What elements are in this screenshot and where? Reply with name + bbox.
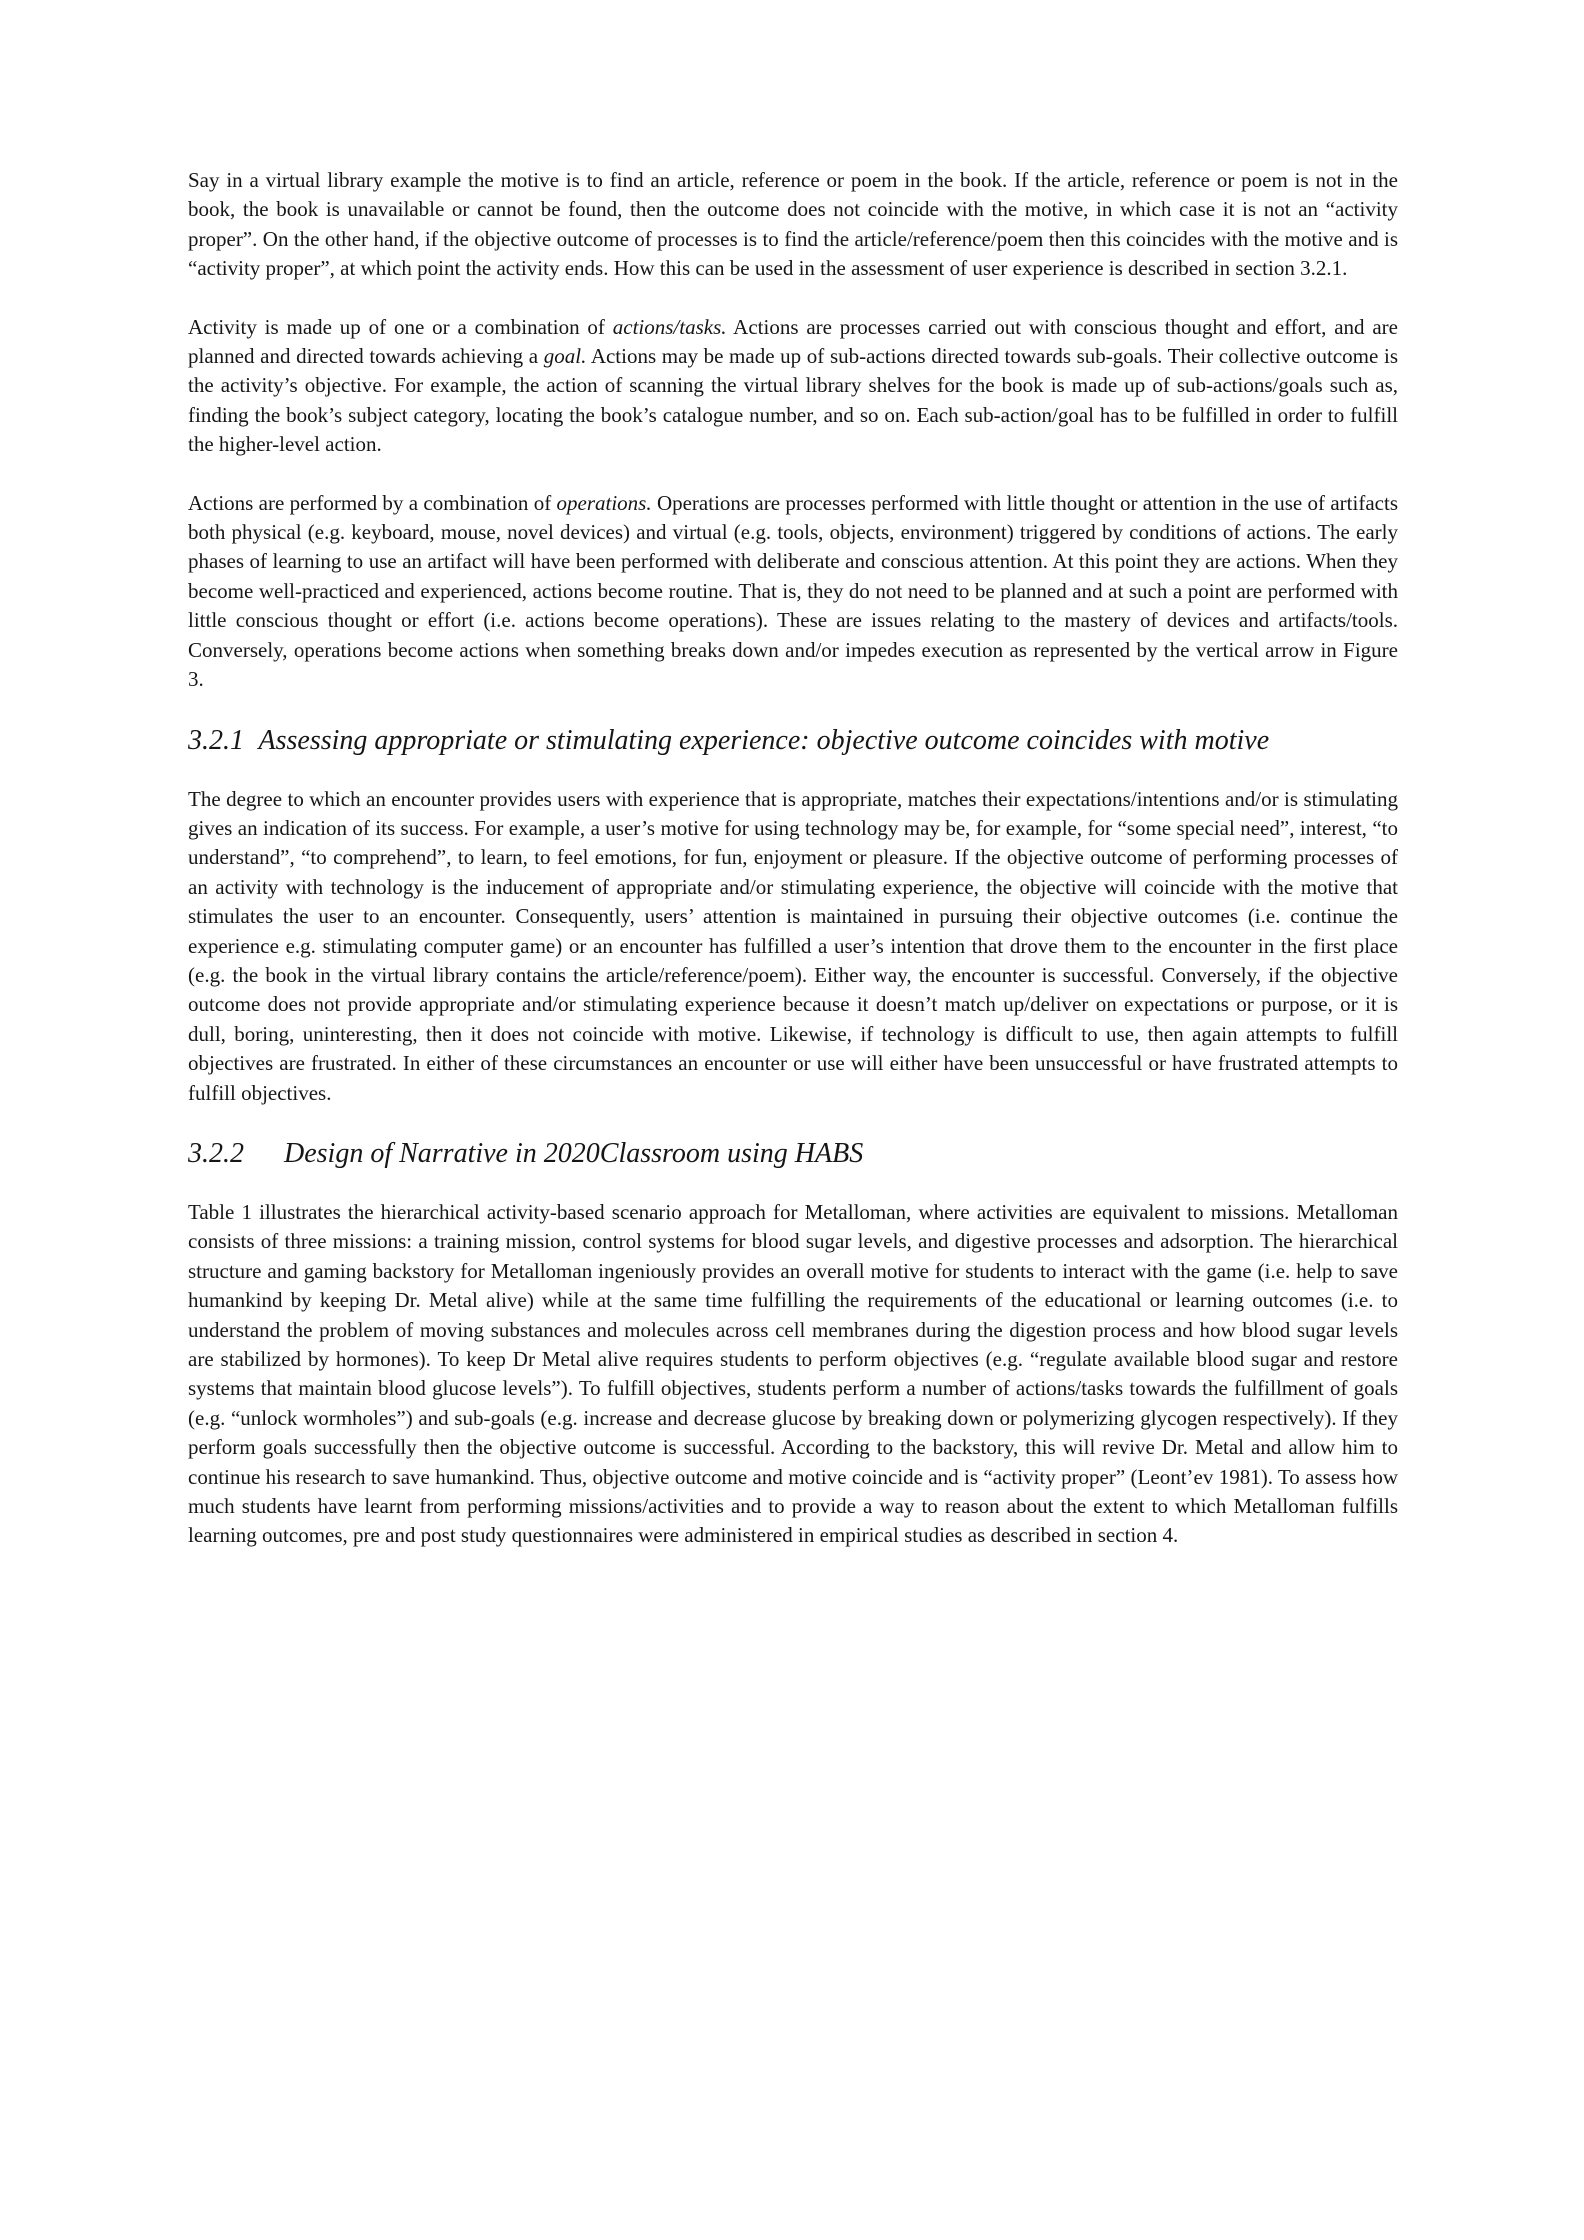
section-title: Assessing appropriate or stimulating experience: objective outcome coincides with motive [258,724,1270,756]
intro-paragraphs [188,166,1398,695]
text-run: Actions are performed by a combination of [188,490,557,515]
body-paragraph [188,489,1398,695]
italic-term: operations. [556,490,652,515]
section-3-2-1-paragraph: The degree to which an encounter provides users with experience that is appropriate, matches their expectations/intentions and/or is stimulating gives an indication of its success. For example, a user’s motive for using technology may be, for example, for “some special need”, interest, “to understand”, “to comprehend”, to learn, to feel emotions, for fun, enjoyment or pleasure. If the objective outcome of performing processes of an activity with technology is the inducement of appropriate and/or stimulating experience, the objective will coincide with the motive that stimulates the user to an encounter. Consequently, users’ attention is maintained in pursuing their objective outcomes (i.e. continue the experience e.g. stimulating computer game) or an encounter has fulfilled a user’s intention that drove them to the encounter in the first place (e.g. the book in the virtual library contains the article/reference/poem). Either way, the encounter is successful. Conversely, if the objective outcome does not provide appropriate and/or stimulating experience because it doesn’t match up/deliver on expectations or purpose, or it is dull, boring, uninteresting, then it does not coincide with motive. Likewise, if technology is difficult to use, then again attempts to fulfill objectives are frustrated. In either of these circumstances an encounter or use will either have been unsuccessful or have frustrated attempts to fulfill objectives. [188,786,1398,1105]
section-number: 3.2.2 [188,1137,244,1169]
italic-term: goal. [543,344,587,369]
italic-term: actions/tasks. [612,314,727,339]
section-heading-3-2-1 [188,724,1398,758]
body-paragraph [188,313,1398,460]
text-run: Operations are processes performed with little thought or attention in the use of artifacts both physical (e.g. keyboard, mouse, novel devices) and virtual (e.g. tools, objects, environment) triggered by conditions of actions. The early phases of learning to use an artifact will have been performed with deliberate and conscious attention. At this point they are actions. When they become well-practiced and experienced, actions become routine. That is, they do not need to be planned and at such a point are performed with little conscious thought or effort (i.e. actions become operations). These are issues relating to the mastery of devices and artifacts/tools. Conversely, operations become actions when something breaks down and/or impedes execution as represented by the vertical arrow in Figure 3. [188,490,1398,692]
section-heading-3-2-2 [188,1137,1398,1171]
text-run: Activity is made up of one or a combination of [188,314,613,339]
text-run: Actions may be made up of sub-actions directed towards sub-goals. Their collective outcome is the activity’s objective. For example, the action of scanning the virtual library shelves for the book is made up of sub-actions/goals such as, finding the book’s subject category, locating the book’s catalogue number, and so on. Each sub-action/goal has to be fulfilled in order to fulfill the higher-level action. [188,344,1398,457]
document-page [188,166,1398,1580]
section-number: 3.2.1 [188,724,244,756]
text-run: Actions are processes carried out with conscious thought and effort, and are planned and directed towards achieving a [188,314,1398,369]
section-title: Design of Narrative in 2020Classroom using HABS [284,1137,864,1169]
body-paragraph [188,166,1398,284]
text-run: Say in a virtual library example the motive is to find an article, reference or poem in the book. If the article, reference or poem is not in the book, the book is unavailable or cannot be found, then the outcome does not coincide with the motive, in which case it is not an “activity proper”. On the other hand, if the objective outcome of processes is to find the article/reference/poem then this coincides with the motive and is “activity proper”, at which point the activity ends. How this can be used in the assessment of user experience is described in section 3.2.1. [188,168,1398,281]
section-3-2-2-paragraph: Table 1 illustrates the hierarchical activity-based scenario approach for Metalloman, where activities are equivalent to missions. Metalloman consists of three missions: a training mission, control systems for blood sugar levels, and digestive processes and adsorption. The hierarchical structure and gaming backstory for Metalloman ingeniously provides an overall motive for students to interact with the game (i.e. help to save humankind by keeping Dr. Metal alive) while at the same time fulfilling the requirements of the educational or learning outcomes (i.e. to understand the problem of moving substances and molecules across cell membranes during the digestion process and how blood sugar levels are stabilized by hormones). To keep Dr Metal alive requires students to perform objectives (e.g. “regulate available blood sugar and restore systems that maintain blood glucose levels”). To fulfill objectives, students perform a number of actions/tasks towards the fulfillment of goals (e.g. “unlock wormholes”) and sub-goals (e.g. increase and decrease glucose by breaking down or polymerizing glycogen respectively). If they perform goals successfully then the objective outcome is successful. According to the backstory, this will revive Dr. Metal and allow him to continue his research to save humankind. Thus, objective outcome and motive coincide and is “activity proper” (Leont’ev 1981). To assess how much students have learnt from performing missions/activities and to provide a way to reason about the extent to which Metalloman fulfills learning outcomes, pre and post study questionnaires were administered in empirical studies as described in section 4. [188,1199,1398,1548]
